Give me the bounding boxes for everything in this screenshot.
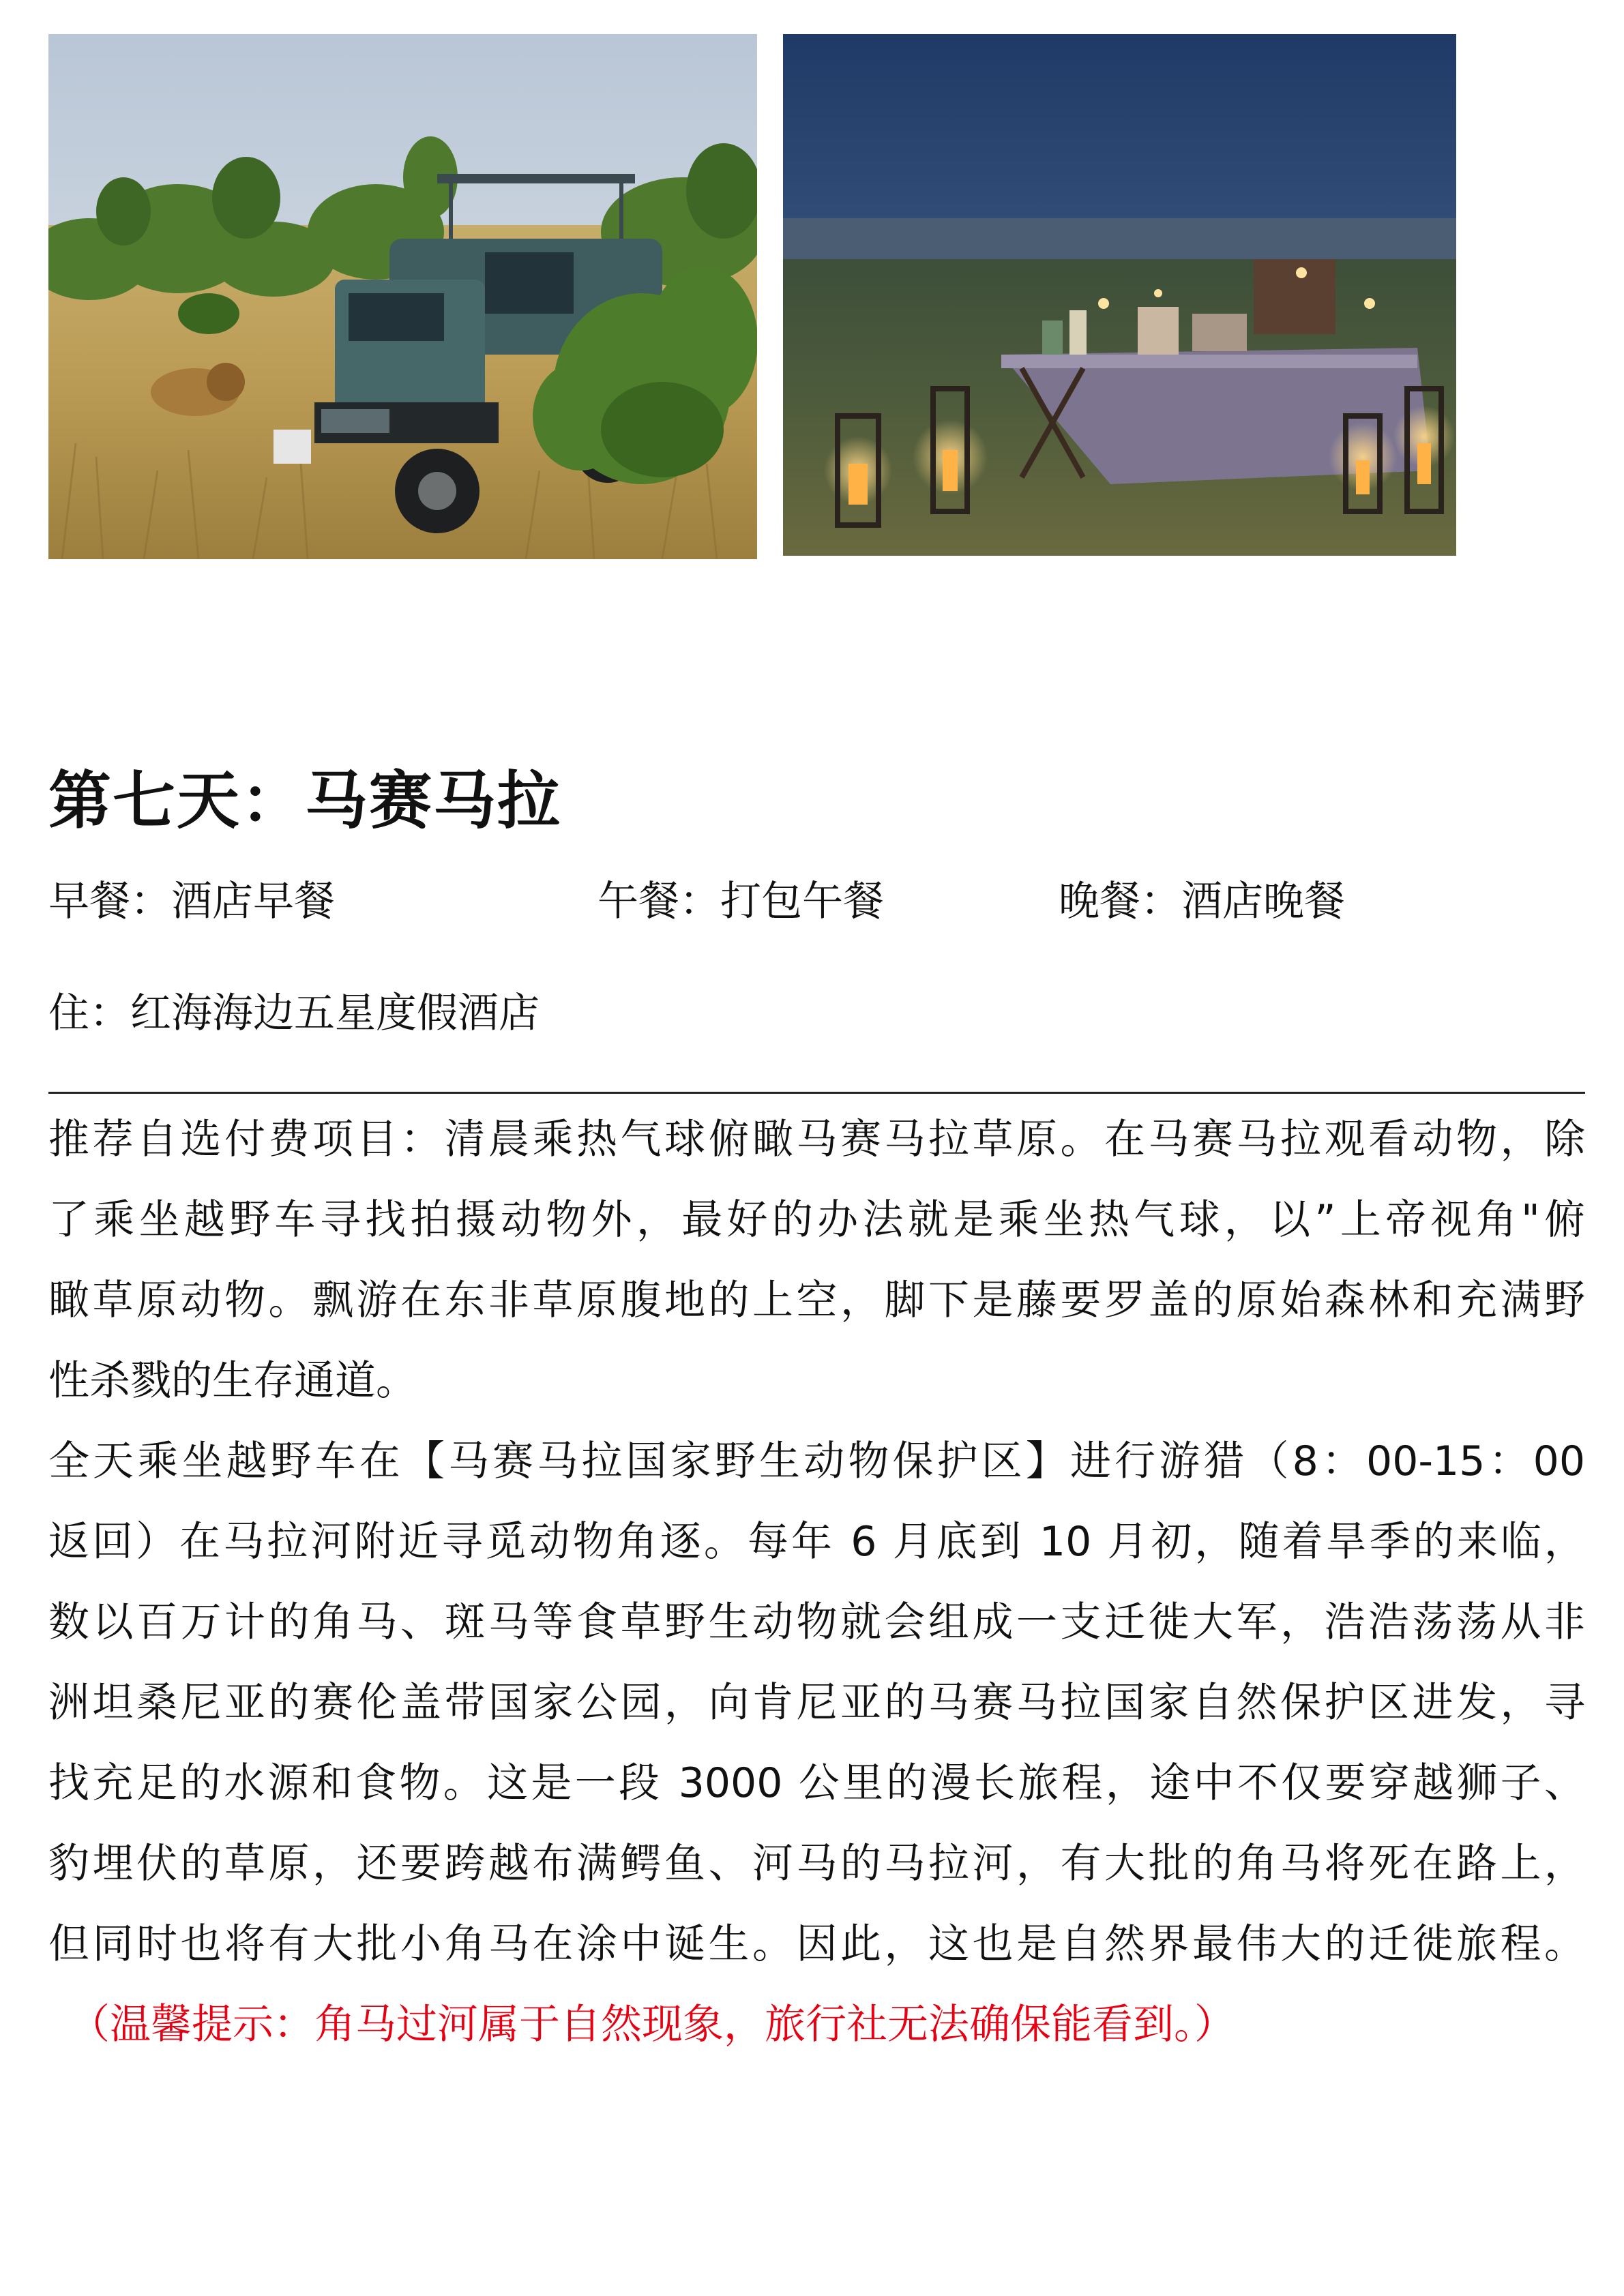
body-line: 洲坦桑尼亚的赛伦盖带国家公园，向肯尼亚的马赛马拉国家自然保护区进发，寻 [48, 1679, 1585, 1727]
safari-jeep-photo [48, 34, 757, 559]
meal-breakfast: 早餐：酒店早餐 [48, 878, 335, 925]
body-line: 豹埋伏的草原，还要跨越布满鳄鱼、河马的马拉河，有大批的角马将死在路上， [48, 1840, 1585, 1888]
divider-rule [48, 1092, 1585, 1094]
body-line: 了乘坐越野车寻找拍摄动物外，最好的办法就是乘坐热气球，以”上帝视角"俯 [48, 1196, 1585, 1244]
meal-dinner: 晚餐：酒店晚餐 [1059, 878, 1345, 925]
accommodation: 住：红海海边五星度假酒店 [48, 989, 540, 1037]
meal-lunch: 午餐：打包午餐 [597, 878, 884, 925]
body-line: 全天乘坐越野车在【马赛马拉国家野生动物保护区】进行游猎（8：00-15：00 [48, 1437, 1585, 1485]
body-line: 数以百万计的角马、斑马等食草野生动物就会组成一支迁徙大军，浩浩荡荡从非 [48, 1598, 1585, 1646]
body-line: 瞰草原动物。飘游在东非草原腹地的上空，脚下是藤要罗盖的原始森林和充满野 [48, 1277, 1585, 1324]
body-line: 找充足的水源和食物。这是一段 3000 公里的漫长旅程，途中不仅要穿越狮子、 [48, 1759, 1585, 1807]
savanna-dinner-photo [783, 34, 1456, 556]
body-line: 返回）在马拉河附近寻觅动物角逐。每年 6 月底到 10 月初，随着旱季的来临， [48, 1518, 1585, 1566]
warm-tip-note: （温馨提示：角马过河属于自然现象，旅行社无法确保能看到。） [69, 2001, 1235, 2048]
body-line: 推荐自选付费项目：清晨乘热气球俯瞰马赛马拉草原。在马赛马拉观看动物，除 [48, 1116, 1585, 1163]
body-line: 性杀戮的生存通道。 [48, 1357, 417, 1405]
day-title: 第七天：马赛马拉 [48, 764, 562, 837]
body-line: 但同时也将有大批小角马在涂中诞生。因此，这也是自然界最伟大的迁徙旅程。 [48, 1920, 1585, 1968]
itinerary-description [48, 1099, 1585, 2065]
